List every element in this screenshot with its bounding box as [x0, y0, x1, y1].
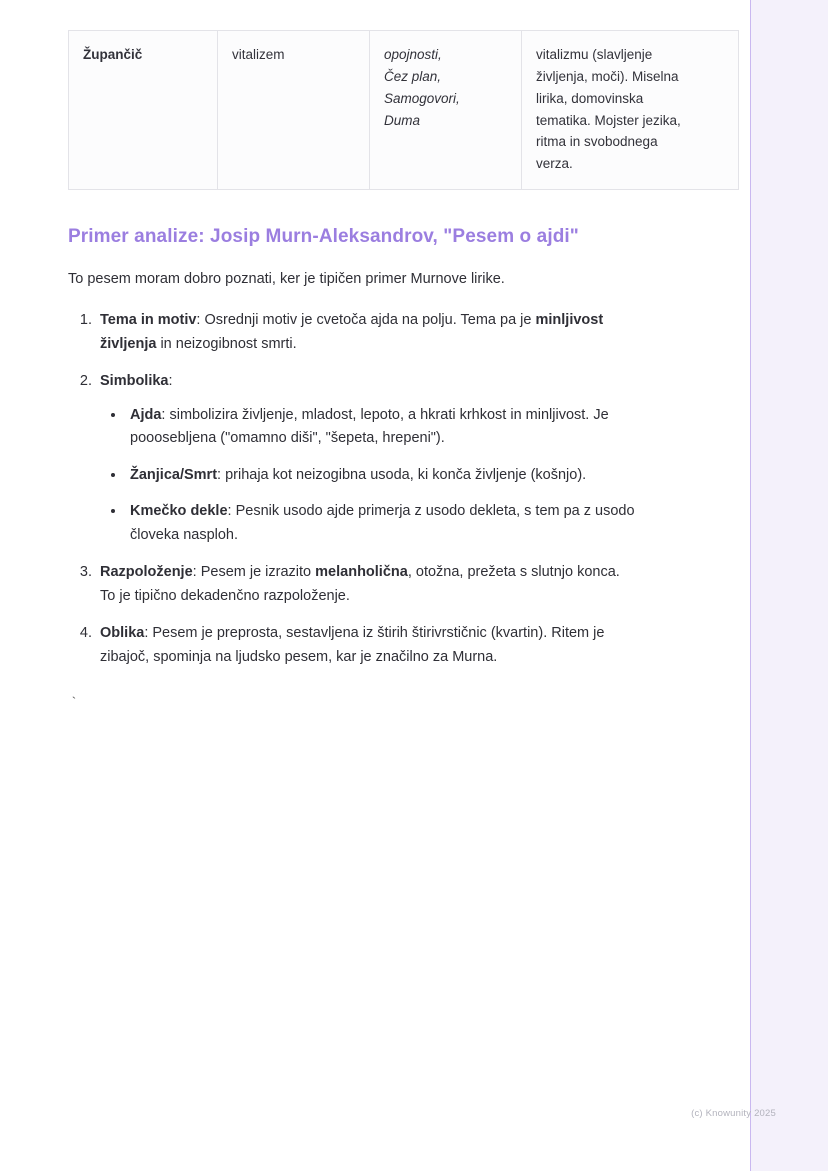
list-item [96, 309, 638, 356]
document-content [68, 30, 681, 711]
item-label: Oblika [100, 625, 145, 642]
item-strong: minljivost življenja [100, 312, 604, 352]
list-item [96, 622, 638, 669]
description-line: vitalizmu (slavljenje [536, 47, 653, 62]
item-label: Tema in motiv [100, 312, 197, 329]
trailing-backtick: ` [70, 695, 78, 711]
cell-keyword: vitalizem [218, 31, 370, 190]
description-line: tematika. Mojster jezika, [536, 112, 681, 128]
item-label: Razpoloženje [100, 564, 193, 581]
item-text-b: , otožna, prežeta s slutnjo konca. To je tipično dekadenčno razpoloženje. [100, 564, 620, 604]
cell-poet: Župančič [69, 31, 218, 190]
sub-list [100, 404, 638, 547]
item-text-a: : Pesem je preprosta, sestavljena iz štirih štirivrstičnic (kvartin). Ritem je zibajoč, spominja na ljudsko pesem, kar je značilno za Murna. [100, 625, 605, 665]
item-text-a: : Osrednji motiv je cvetoča ajda na polju. Tema pa je [196, 312, 536, 329]
description-line: ritma in svobodnega [536, 134, 658, 150]
work-line: opojnosti, [384, 47, 442, 62]
sub-item-text: : Pesnik usodo ajde primerja z usodo dekleta, s tem pa z usodo človeka nasploh. [130, 503, 635, 543]
footer-credit: (c) Knowunity 2025 [691, 1108, 776, 1119]
description-line: življenja, moči). Miselna [536, 68, 679, 84]
description-line: lirika, domovinska [536, 90, 644, 106]
list-item [96, 561, 638, 608]
sub-item-label: Ajda [130, 406, 162, 423]
section-title: Primer analize: Josip Murn-Aleksandrov, "Pesem o ajdi" [68, 226, 579, 248]
cell-works [370, 31, 522, 190]
list-item [126, 500, 638, 547]
intro-paragraph: To pesem moram dobro poznati, ker je tipičen primer Murnove lirike. [68, 271, 505, 288]
sub-item-label: Kmečko dekle [130, 503, 228, 520]
description-line: verza. [536, 156, 573, 172]
poets-table [68, 30, 739, 190]
work-line: Samogovori, [384, 90, 460, 106]
item-text-a: : [168, 373, 173, 390]
item-text-b: in neizogibnost smrti. [156, 335, 297, 352]
item-strong: melanholična [315, 564, 408, 581]
item-text-a: : Pesem je izrazito [192, 564, 316, 581]
list-item [126, 464, 638, 487]
cell-description [522, 31, 739, 190]
right-decorative-strip [750, 0, 828, 1171]
item-label: Simbolika [100, 373, 169, 390]
work-line: Čez plan, [384, 68, 442, 84]
sub-item-text: : simbolizira življenje, mladost, lepoto, a hkrati krhkost in minljivost. Je pooosebljena ("omamno diši", "šepeta, hrepeni"). [130, 406, 609, 447]
sub-item-text: : prihaja kot neizogibna usoda, ki konča življenje (košnjo). [217, 466, 587, 483]
work-line: Duma [384, 112, 421, 128]
list-item [96, 370, 638, 547]
sub-item-label: Žanjica/Smrt [130, 466, 218, 483]
list-item [126, 404, 638, 451]
analysis-list [68, 309, 638, 669]
table-row [69, 31, 739, 190]
